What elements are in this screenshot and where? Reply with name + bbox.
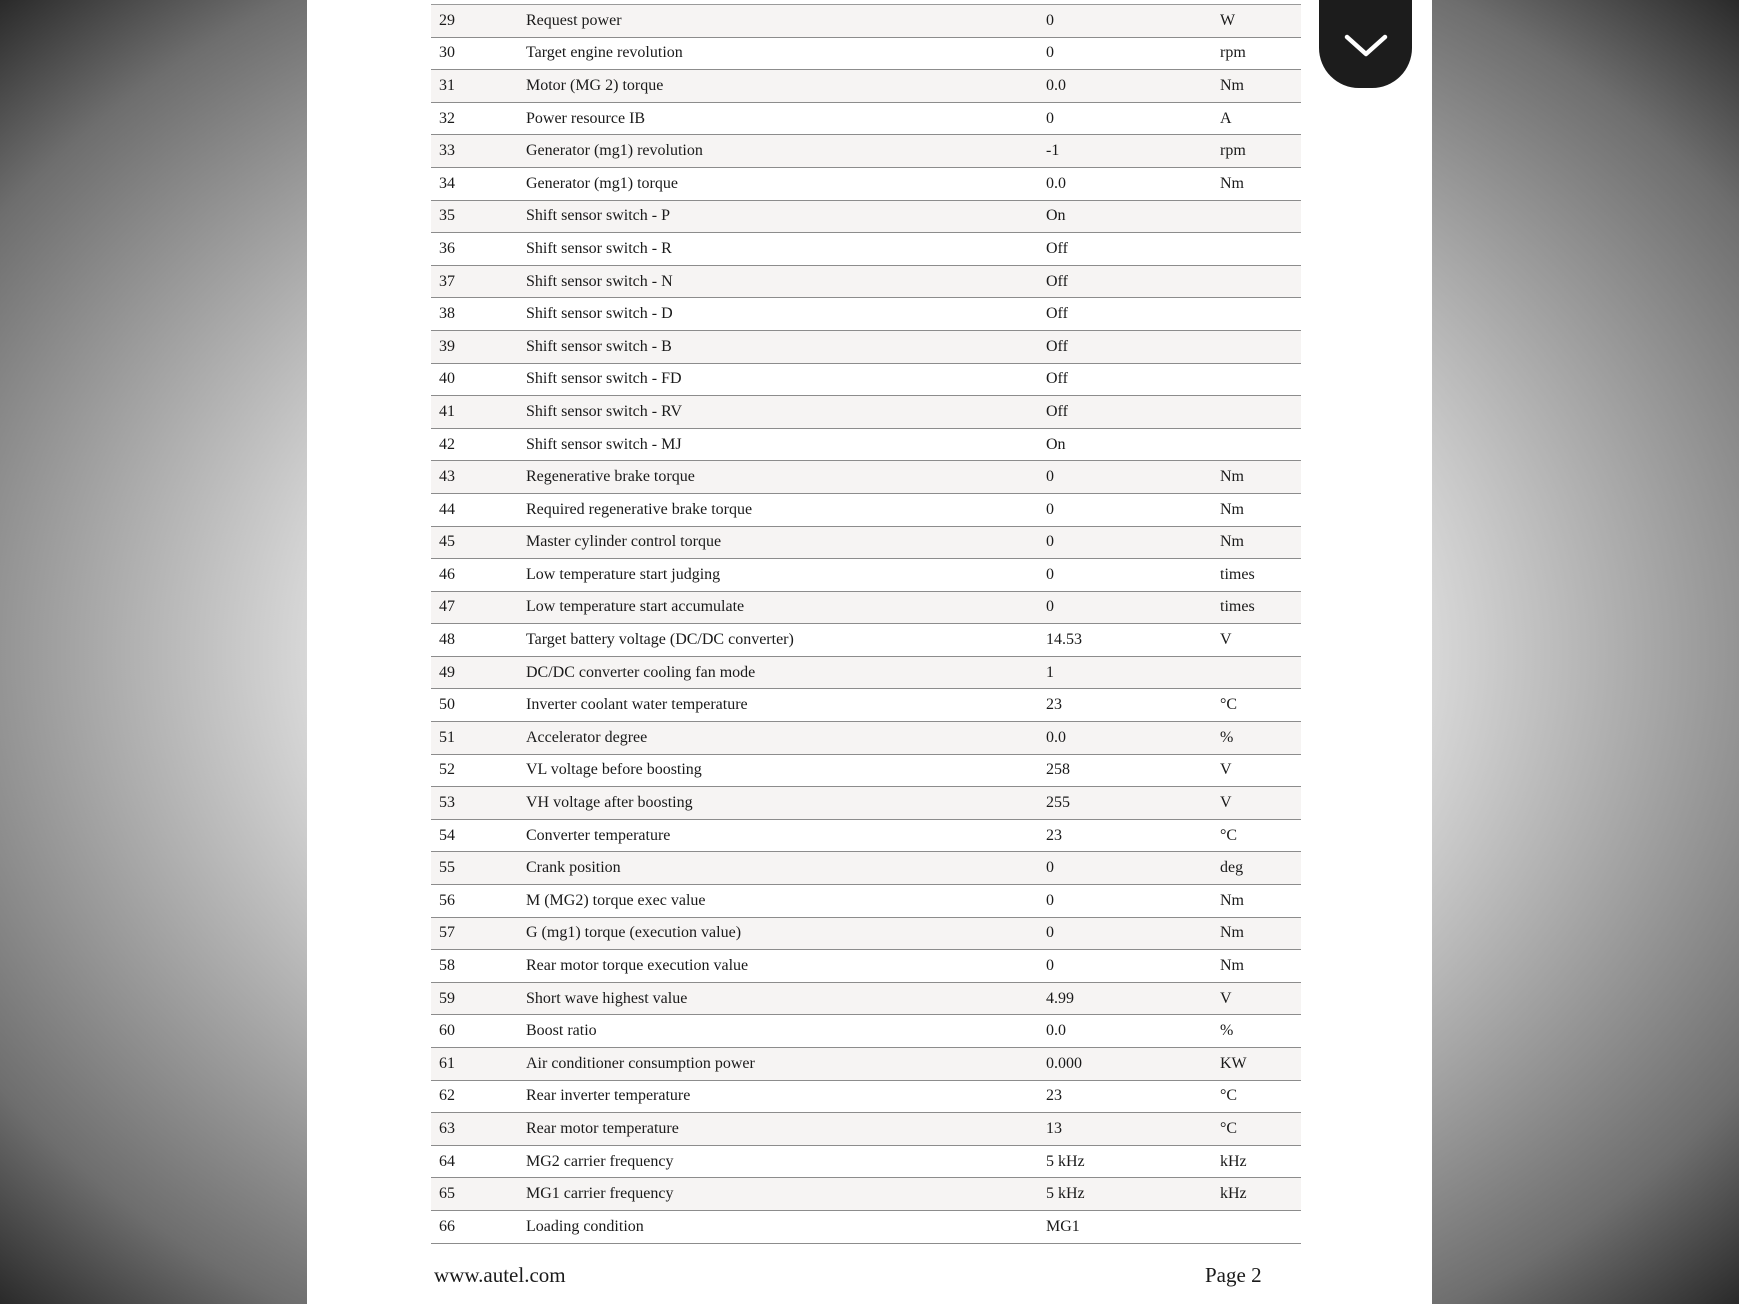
parameter-value: On xyxy=(1046,207,1066,225)
parameter-value: 1 xyxy=(1046,663,1054,681)
parameter-name: Regenerative brake torque xyxy=(526,468,695,486)
table-row xyxy=(431,1113,1301,1146)
parameter-value: Off xyxy=(1046,272,1068,290)
parameter-name: Air conditioner consumption power xyxy=(526,1054,755,1072)
parameter-value: 13 xyxy=(1046,1119,1062,1137)
parameter-value: 0 xyxy=(1046,11,1054,29)
row-number: 60 xyxy=(439,1022,455,1040)
parameter-value: 14.53 xyxy=(1046,631,1082,649)
row-number: 38 xyxy=(439,305,455,323)
parameter-name: Target battery voltage (DC/DC converter) xyxy=(526,631,794,649)
parameter-unit: °C xyxy=(1220,826,1238,844)
row-number: 46 xyxy=(439,565,455,583)
row-number: 53 xyxy=(439,794,455,812)
table-row xyxy=(431,103,1301,136)
parameter-value: Off xyxy=(1046,337,1068,355)
table-row xyxy=(431,527,1301,560)
parameter-unit: V xyxy=(1220,631,1232,649)
table-row xyxy=(431,1146,1301,1179)
parameter-value: 0.0 xyxy=(1046,76,1066,94)
parameter-value: 23 xyxy=(1046,1087,1062,1105)
row-number: 48 xyxy=(439,631,455,649)
parameter-name: Shift sensor switch - B xyxy=(526,337,672,355)
parameter-name: Shift sensor switch - D xyxy=(526,305,673,323)
parameter-unit: Nm xyxy=(1220,891,1244,909)
parameter-value: Off xyxy=(1046,239,1068,257)
parameter-table xyxy=(431,4,1301,1244)
parameter-value: Off xyxy=(1046,370,1068,388)
parameter-unit: V xyxy=(1220,761,1232,779)
row-number: 63 xyxy=(439,1119,455,1137)
parameter-unit: Nm xyxy=(1220,533,1244,551)
parameter-value: 0.000 xyxy=(1046,1054,1082,1072)
parameter-value: 0 xyxy=(1046,891,1054,909)
table-row xyxy=(431,787,1301,820)
parameter-name: Shift sensor switch - MJ xyxy=(526,435,682,453)
table-row xyxy=(431,689,1301,722)
table-row xyxy=(431,950,1301,983)
row-number: 44 xyxy=(439,500,455,518)
parameter-name: Low temperature start accumulate xyxy=(526,598,745,616)
parameter-unit: Nm xyxy=(1220,500,1244,518)
row-number: 52 xyxy=(439,761,455,779)
row-number: 65 xyxy=(439,1185,455,1203)
parameter-unit: °C xyxy=(1220,696,1238,714)
parameter-unit: V xyxy=(1220,989,1232,1007)
parameter-name: Accelerator degree xyxy=(526,728,648,746)
parameter-name: Converter temperature xyxy=(526,826,671,844)
table-row xyxy=(431,755,1301,788)
parameter-value: MG1 xyxy=(1046,1217,1080,1235)
row-number: 32 xyxy=(439,109,455,127)
table-row xyxy=(431,233,1301,266)
row-number: 59 xyxy=(439,989,455,1007)
table-row xyxy=(431,331,1301,364)
table-row xyxy=(431,1081,1301,1114)
row-number: 62 xyxy=(439,1087,455,1105)
table-row xyxy=(431,364,1301,397)
row-number: 33 xyxy=(439,142,455,160)
parameter-name: Low temperature start judging xyxy=(526,565,721,583)
row-number: 43 xyxy=(439,468,455,486)
parameter-value: 255 xyxy=(1046,794,1070,812)
parameter-value: 23 xyxy=(1046,826,1062,844)
parameter-value: -1 xyxy=(1046,142,1060,160)
row-number: 55 xyxy=(439,859,455,877)
parameter-unit: KW xyxy=(1220,1054,1247,1072)
table-row xyxy=(431,70,1301,103)
parameter-value: 0 xyxy=(1046,44,1054,62)
parameter-value: 0 xyxy=(1046,957,1054,975)
parameter-unit: W xyxy=(1220,11,1236,29)
table-row xyxy=(431,168,1301,201)
row-number: 49 xyxy=(439,663,455,681)
table-row xyxy=(431,1211,1301,1244)
table-row xyxy=(431,298,1301,331)
parameter-name: Master cylinder control torque xyxy=(526,533,722,551)
parameter-name: Boost ratio xyxy=(526,1022,597,1040)
parameter-value: On xyxy=(1046,435,1066,453)
parameter-name: VL voltage before boosting xyxy=(526,761,702,779)
parameter-name: Request power xyxy=(526,11,622,29)
row-number: 51 xyxy=(439,728,455,746)
document-page xyxy=(307,0,1432,1304)
parameter-name: Generator (mg1) torque xyxy=(526,174,678,192)
table-row xyxy=(431,429,1301,462)
table-row xyxy=(431,820,1301,853)
table-row xyxy=(431,494,1301,527)
table-row xyxy=(431,1048,1301,1081)
table-row xyxy=(431,5,1301,38)
parameter-name: Motor (MG 2) torque xyxy=(526,76,664,94)
page-number: Page 2 xyxy=(1205,1263,1262,1287)
row-number: 37 xyxy=(439,272,455,290)
table-row xyxy=(431,135,1301,168)
parameter-unit: °C xyxy=(1220,1119,1238,1137)
table-row xyxy=(431,722,1301,755)
parameter-unit: % xyxy=(1220,1022,1234,1040)
table-row xyxy=(431,266,1301,299)
row-number: 61 xyxy=(439,1054,455,1072)
parameter-unit: Nm xyxy=(1220,468,1244,486)
table-row xyxy=(431,1178,1301,1211)
parameter-name: Loading condition xyxy=(526,1217,644,1235)
table-row xyxy=(431,1015,1301,1048)
parameter-unit: V xyxy=(1220,794,1232,812)
parameter-name: Shift sensor switch - RV xyxy=(526,402,683,420)
parameter-value: 0 xyxy=(1046,109,1054,127)
table-row xyxy=(431,461,1301,494)
parameter-value: 0 xyxy=(1046,468,1054,486)
parameter-unit: rpm xyxy=(1220,44,1246,62)
parameter-name: VH voltage after boosting xyxy=(526,794,693,812)
row-number: 66 xyxy=(439,1217,455,1235)
parameter-value: Off xyxy=(1046,402,1068,420)
parameter-value: 0.0 xyxy=(1046,1022,1066,1040)
parameter-value: 0.0 xyxy=(1046,174,1066,192)
chevron-down-icon xyxy=(1344,34,1388,58)
parameter-unit: Nm xyxy=(1220,957,1244,975)
parameter-name: Inverter coolant water temperature xyxy=(526,696,748,714)
parameter-name: Generator (mg1) revolution xyxy=(526,142,703,160)
parameter-value: 0 xyxy=(1046,859,1054,877)
parameter-value: 5 kHz xyxy=(1046,1185,1085,1203)
row-number: 64 xyxy=(439,1152,455,1170)
parameter-value: 0.0 xyxy=(1046,728,1066,746)
parameter-value: 5 kHz xyxy=(1046,1152,1085,1170)
parameter-unit: A xyxy=(1220,109,1232,127)
parameter-value: 4.99 xyxy=(1046,989,1074,1007)
scroll-down-button[interactable] xyxy=(1319,0,1412,88)
row-number: 45 xyxy=(439,533,455,551)
table-row xyxy=(431,38,1301,71)
row-number: 30 xyxy=(439,44,455,62)
row-number: 36 xyxy=(439,239,455,257)
row-number: 42 xyxy=(439,435,455,453)
row-number: 56 xyxy=(439,891,455,909)
parameter-value: 0 xyxy=(1046,598,1054,616)
table-row xyxy=(431,201,1301,234)
table-row xyxy=(431,559,1301,592)
table-row xyxy=(431,852,1301,885)
parameter-unit: Nm xyxy=(1220,924,1244,942)
footer-url: www.autel.com xyxy=(434,1263,566,1287)
parameter-unit: Nm xyxy=(1220,76,1244,94)
row-number: 34 xyxy=(439,174,455,192)
parameter-name: Rear inverter temperature xyxy=(526,1087,691,1105)
parameter-unit: rpm xyxy=(1220,142,1246,160)
parameter-unit: kHz xyxy=(1220,1152,1247,1170)
parameter-name: Rear motor temperature xyxy=(526,1119,679,1137)
table-row xyxy=(431,983,1301,1016)
row-number: 41 xyxy=(439,402,455,420)
row-number: 29 xyxy=(439,11,455,29)
parameter-unit: °C xyxy=(1220,1087,1238,1105)
parameter-value: 23 xyxy=(1046,696,1062,714)
parameter-name: Shift sensor switch - P xyxy=(526,207,670,225)
table-row xyxy=(431,396,1301,429)
parameter-unit: times xyxy=(1220,598,1255,616)
row-number: 39 xyxy=(439,337,455,355)
parameter-unit: deg xyxy=(1220,859,1244,877)
row-number: 50 xyxy=(439,696,455,714)
row-number: 35 xyxy=(439,207,455,225)
parameter-unit: % xyxy=(1220,728,1234,746)
row-number: 54 xyxy=(439,826,455,844)
row-number: 40 xyxy=(439,370,455,388)
row-number: 31 xyxy=(439,76,455,94)
table-row xyxy=(431,592,1301,625)
parameter-value: 0 xyxy=(1046,533,1054,551)
table-row xyxy=(431,624,1301,657)
parameter-name: Short wave highest value xyxy=(526,989,688,1007)
parameter-value: 0 xyxy=(1046,565,1054,583)
parameter-name: MG2 carrier frequency xyxy=(526,1152,674,1170)
row-number: 47 xyxy=(439,598,455,616)
table-row xyxy=(431,657,1301,690)
parameter-value: Off xyxy=(1046,305,1068,323)
parameter-unit: Nm xyxy=(1220,174,1244,192)
row-number: 57 xyxy=(439,924,455,942)
parameter-value: 258 xyxy=(1046,761,1070,779)
parameter-name: Target engine revolution xyxy=(526,44,683,62)
parameter-name: DC/DC converter cooling fan mode xyxy=(526,663,756,681)
table-row xyxy=(431,885,1301,918)
parameter-name: Rear motor torque execution value xyxy=(526,957,749,975)
parameter-unit: times xyxy=(1220,565,1255,583)
parameter-name: Shift sensor switch - N xyxy=(526,272,673,290)
parameter-name: Power resource IB xyxy=(526,109,646,127)
parameter-value: 0 xyxy=(1046,500,1054,518)
parameter-name: MG1 carrier frequency xyxy=(526,1185,674,1203)
row-number: 58 xyxy=(439,957,455,975)
parameter-name: M (MG2) torque exec value xyxy=(526,891,706,909)
parameter-value: 0 xyxy=(1046,924,1054,942)
parameter-unit: kHz xyxy=(1220,1185,1247,1203)
parameter-name: G (mg1) torque (execution value) xyxy=(526,924,742,942)
parameter-name: Required regenerative brake torque xyxy=(526,500,753,518)
table-row xyxy=(431,918,1301,951)
parameter-name: Shift sensor switch - FD xyxy=(526,370,682,388)
parameter-name: Shift sensor switch - R xyxy=(526,239,672,257)
parameter-name: Crank position xyxy=(526,859,621,877)
